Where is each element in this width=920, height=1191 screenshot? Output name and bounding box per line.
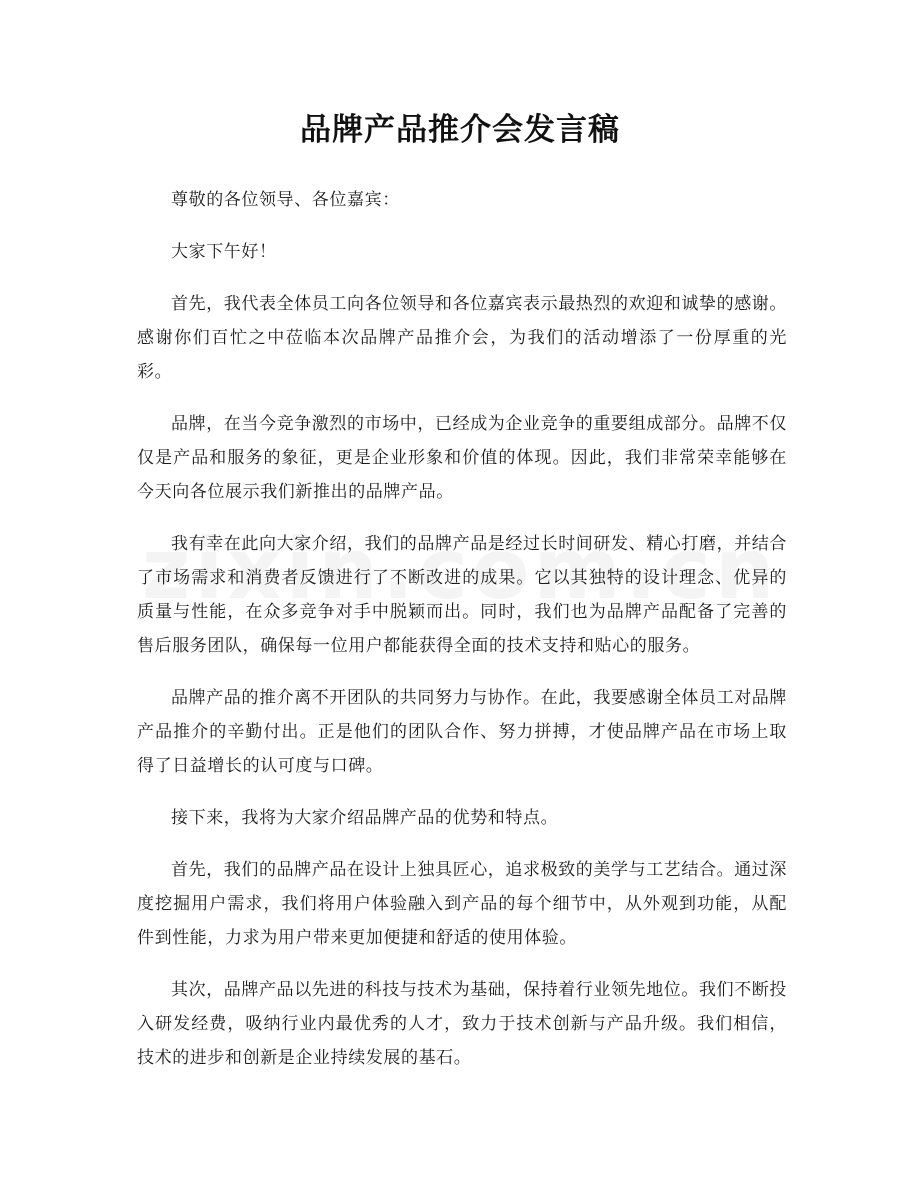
- paragraph: 接下来，我将为大家介绍品牌产品的优势和特点。: [171, 808, 559, 828]
- paragraph: 品牌，在当今竞争激烈的市场中，已经成为企业竞争的重要组成部分。品牌不仅仅是产品和服务的象征，更是企业形象和价值的体现。因此，我们非常荣幸能够在今天向各位展示我们新推出的品牌产品。: [137, 414, 787, 502]
- paragraph: 品牌产品的推介离不开团队的共同努力与协作。在此，我要感谢全体员工对品牌产品推介的辛勤付出。正是他们的团队合作、努力拼搏，才使品牌产品在市场上取得了日益增长的认可度与口碑。: [137, 688, 787, 776]
- document-title: 品牌产品推介会发言稿: [300, 112, 620, 148]
- paragraph: 首先，我们的品牌产品在设计上独具匠心，追求极致的美学与工艺结合。通过深度挖掘用户需求，我们将用户体验融入到产品的每个细节中，从外观到功能，从配件到性能，力求为用户带来更加便捷和舒适的使用体验。: [137, 860, 787, 948]
- paragraph: 首先，我代表全体员工向各位领导和各位嘉宾表示最热烈的欢迎和诚挚的感谢。感谢你们百忙之中莅临本次品牌产品推介会，为我们的活动增添了一份厚重的光彩。: [137, 294, 787, 382]
- paragraph-greeting: 大家下午好！: [171, 242, 277, 262]
- paragraph: 其次，品牌产品以先进的科技与技术为基础，保持着行业领先地位。我们不断投入研发经费，吸纳行业内最优秀的人才，致力于技术创新与产品升级。我们相信，技术的进步和创新是企业持续发展的基石。: [137, 980, 787, 1068]
- paragraph-salutation: 尊敬的各位领导、各位嘉宾：: [171, 190, 400, 210]
- document-body: [137, 183, 787, 1093]
- paragraph: 我有幸在此向大家介绍，我们的品牌产品是经过长时间研发、精心打磨，并结合了市场需求和消费者反馈进行了不断改进的成果。它以其独特的设计理念、优异的质量与性能，在众多竞争对手中脱颖而出。同时，我们也为品牌产品配备了完善的售后服务团队，确保每一位用户都能获得全面的技术支持和贴心的服务。: [137, 534, 787, 656]
